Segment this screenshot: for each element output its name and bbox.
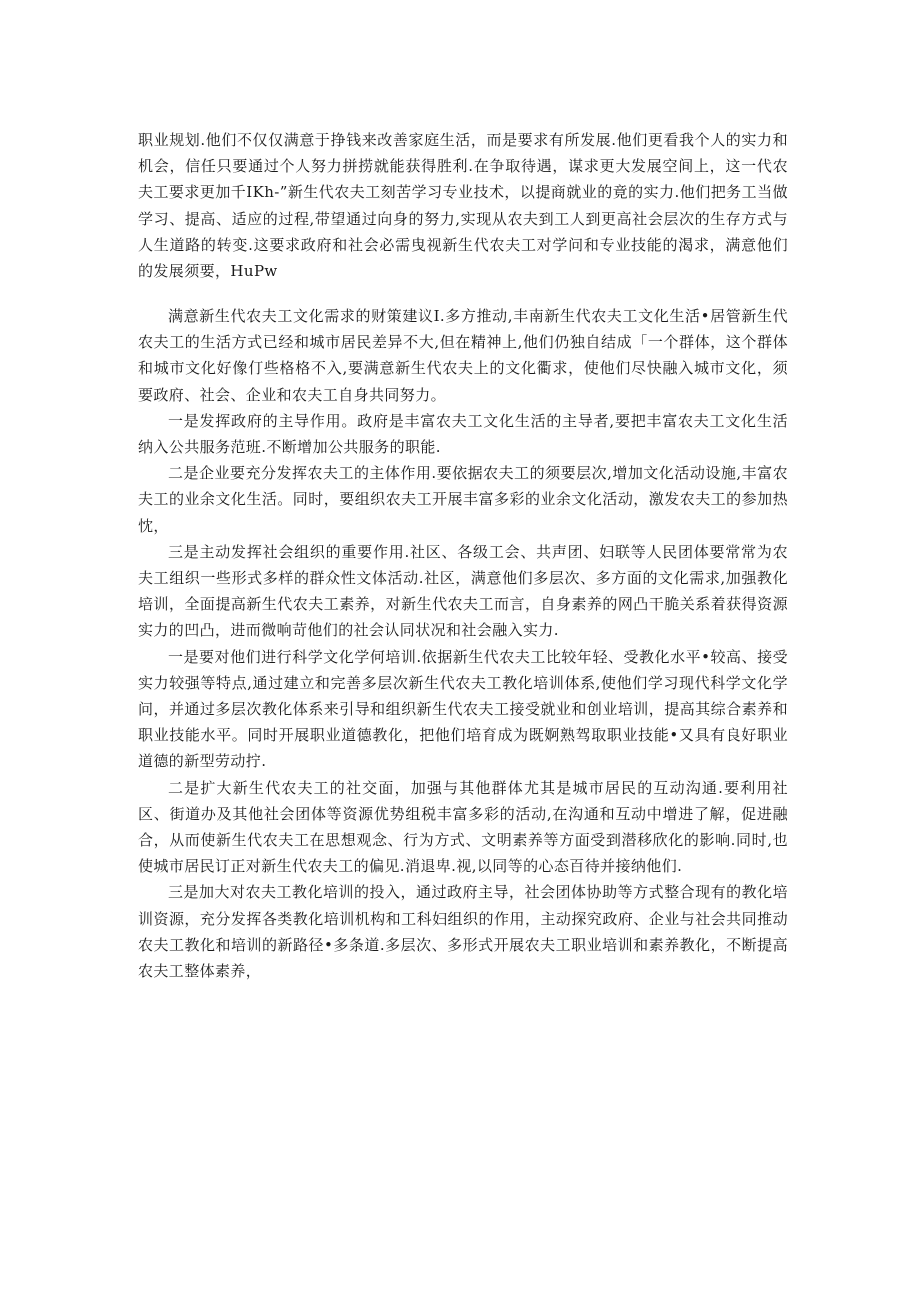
- paragraph-social-interaction: 二是扩大新生代农夫工的社交面，加强与其他群体尤其是城市居民的互动沟通.要利用社区、街道办及其他社会团体等资源优势组税丰富多彩的活动,在沟通和互动中增进了解，促进融合，从而使新生代农夫工在思想观念、行为方式、文明素养等方面受到潜移欣化的影响.同时,也使城市居民订正对新生代农夫工的偏见.消退卑.视,以同等的心态百待并接纳他们.: [138, 778, 788, 876]
- paragraph-enterprise-role: 二是企业要充分发挥农夫工的主体作用.要依据农夫工的须要层次,增加文化活动设施,丰富农夫工的业余文化生活。同时，要组织农夫工开展丰富多彩的业余文化活动，激发农夫工的参加热忱，: [138, 464, 788, 535]
- paragraph-culture-needs: 满意新生代农夫工文化需求的财策建议I.多方推动,丰南新生代农夫工文化生活•居管新生代农夫工的生活方式已经和城市居民差异不大,但在精神上,他们仍独自结成「一个群体，这个群体和城市文化好像仃些格格不入,要满意新生代农夫上的文化衢求，使他们尽快融入城市文化，须要政府、社会、企业和农夫工自身共同努力。: [138, 307, 788, 404]
- paragraph-education-training: 一是要对他们进行科学文化学何培训.依据新生代农夫工比较年轻、受教化水平•较高、接受实力较强等特点,通过建立和完善多层次新生代农夫工教化培训体系,使他们学习现代科学文化学问，并通过多层次教化体系来引导和组织新生代农夫工接受就业和创业培训，提高其综合素养和职业技能水平。同时开展职业道德教化，把他们培育成为既婀熟驾取职业技能•又具有良好职业道德的新型劳动拧.: [138, 647, 788, 771]
- paragraph-social-organizations: 三是主动发挥社会组织的重要作用.社区、各级工会、共声团、妇联等人民团体要常常为农夫工组织一些形式多样的群众性文体活动.社区，满意他们多层次、多方面的文化需求,加强教化培训，全面提高新生代农夫工素养，对新生代农夫工而言，自身素养的网凸干脆关系着获得资源实力的凹凸，进而微响苛他们的社会认同状况和社会融入实力.: [138, 542, 788, 640]
- intro-paragraph: 职业规划.他们不仅仅满意于挣钱来改善家庭生活，而是要求有所发展.他们更看我个人的实力和机会，信任只要通过个人努力拼捞就能获得胜利.在争取待遇，谋求更大发展空间上，这一代农夫工要求更加千IKh-”新生代农夫工刻苦学习专业技术，以提商就业的竟的实力.他们把务工当做学习、提高、适应的过程,带望通过向身的努力,实现从农夫到工人到更高社会层次的生存方式与人生道路的转变.这要求政府和社会必需曳视新生代农夫工对学问和专业技能的渴求，满意他们的发展须要，HuPw: [138, 131, 788, 281]
- paragraph-training-investment: 三是加大对农夫工教化培训的投入，通过政府主导，社会团体协助等方式整合现有的教化培训资源，充分发挥各类教化培训机构和工科妇组织的作用，主动探究政府、企业与社会共同推动农夫工教化和培训的新路径•多条道.多层次、多形式开展农夫工职业培训和素养教化，不断提高农夫工整体素养，: [138, 883, 788, 981]
- intro-section: [138, 127, 788, 284]
- paragraph-government-role: 一是发挥政府的主导作用。政府是丰富农夫工文化生活的主导者,要把丰富农夫工文化生活纳入公共服务范班.不断增加公共服务的职能.: [138, 411, 788, 457]
- body-section: [138, 303, 788, 984]
